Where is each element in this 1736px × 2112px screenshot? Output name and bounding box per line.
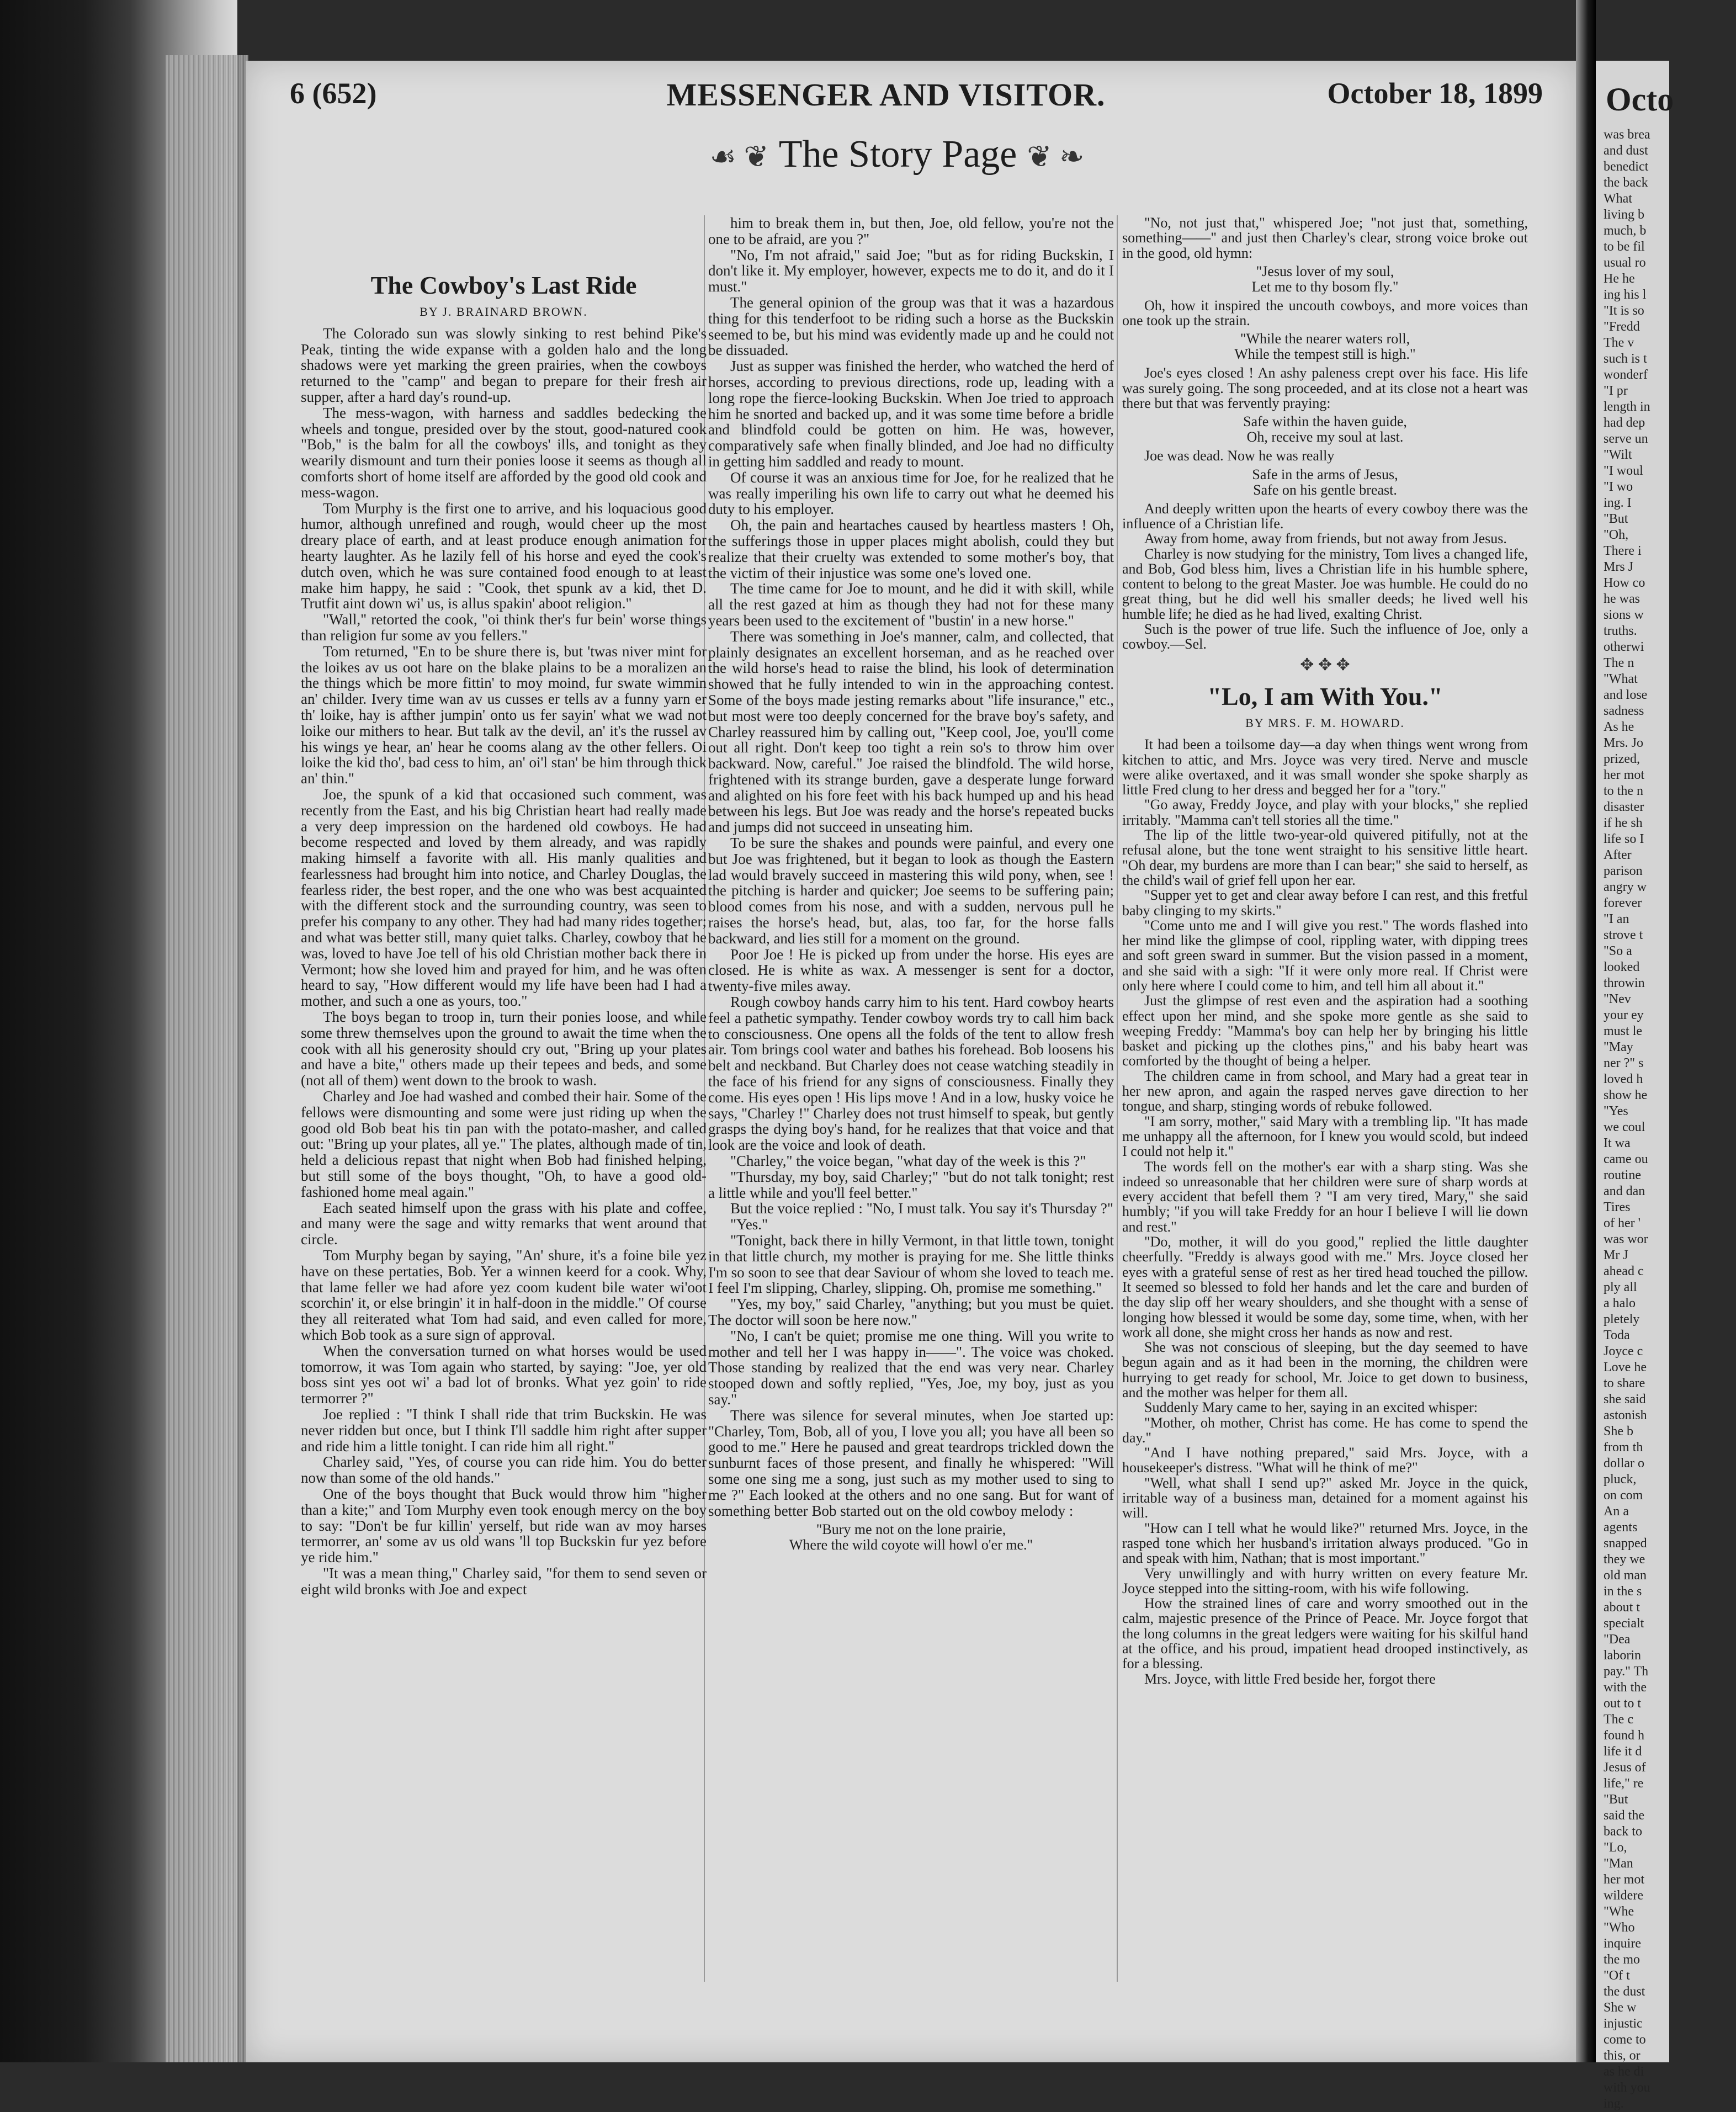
paragraph: To be sure the shakes and pounds were painful, and every one but Joe was frightened, but it began to look as though the Eastern lad would bravely succeed in mastering this wild pony, when, see ! the pitching is harder and quicker; Joe seems to be suffering pain; blood comes from his nose, and with a sudden, nervous pull he raises the horse's head, but, alas, too far, for the horse falls backward, and lies still for a moment on the ground.	[708, 835, 1114, 947]
next-page-line: we coul	[1604, 1120, 1645, 1134]
next-page-line: She b	[1604, 1424, 1633, 1439]
paragraph: Charley and Joe had washed and combed their hair. Some of the fellows were dismounting and some were just riding up when the good old Bob beat his tin pan with the potato-masher, and called out: "Bring up your plates, all ye." The plates, although made of tin, held a delicious repast that night when Bob had finished helping, but still some of the boys thought, "Oh, to have a good old-fashioned home meal again."	[301, 1088, 707, 1200]
story2-byline: BY MRS. F. M. HOWARD.	[1245, 715, 1405, 730]
next-page-line: the dust	[1604, 1984, 1645, 1999]
next-page-line: sions w	[1604, 608, 1644, 622]
newspaper-page	[246, 61, 1576, 2062]
paragraph: But the voice replied : "No, I must talk. You say it's Thursday ?"	[730, 1200, 1113, 1217]
next-page-line: injustic	[1604, 2017, 1643, 2031]
next-page-line: prized,	[1604, 752, 1640, 766]
next-page-line: ing.	[1604, 2097, 1624, 2111]
next-page-line: wonderf	[1604, 368, 1648, 382]
next-page-line: in the s	[1604, 1584, 1642, 1599]
next-page-line: from th	[1604, 1440, 1643, 1455]
next-page-line: An a	[1604, 1504, 1629, 1519]
next-page-line: he was	[1604, 592, 1640, 606]
next-page-line: The c	[1604, 1712, 1633, 1727]
next-page-header: Octo	[1606, 81, 1674, 118]
column-3-body	[1122, 215, 1528, 652]
next-page-line: of her '	[1604, 1216, 1641, 1230]
paragraph: him to break them in, but then, Joe, old fellow, you're not the one to be afraid, are you ?"	[708, 215, 1114, 247]
next-page-line: must le	[1604, 1024, 1642, 1038]
next-page-line: "Fredd	[1604, 320, 1640, 334]
next-page-line: "What	[1604, 672, 1638, 686]
next-page-line: "I pr	[1604, 384, 1628, 398]
next-page-line: found h	[1604, 1728, 1644, 1743]
paragraph: "No, not just that," whispered Joe; "not just that, something, something——" and just then Charley's clear, strong voice broke out in the good, old hymn:	[1122, 215, 1528, 261]
next-page-line: about t	[1604, 1600, 1640, 1615]
page-number: 6 (652)	[290, 77, 377, 110]
paragraph: One of the boys thought that Buck would throw him "higher than a kite;" and Tom Murphy even took enough mercy on the boy to say: "Don't be fur killin' yerself, but ride wan av moy harses termorrer, an' some av us old wans 'll top Buckskin fur yez before ye ride him."	[301, 1485, 707, 1566]
next-page-line: "So a	[1604, 944, 1632, 958]
paragraph: "Come unto me and I will give you rest." The words flashed into her mind like the glimpse of cool, rippling water, with dipping trees and soft green sward in summer. But the vision passed in a moment, and she said with a sigh: "If it were only more real. If Christ were only here where I could come to him, and tell him all about it."	[1122, 917, 1528, 994]
paragraph: Each seated himself upon the grass with his plate and coffee, and many were the sage and witty remarks that went around that circle.	[301, 1199, 707, 1248]
next-page-line: was brea	[1604, 128, 1650, 142]
next-page-line: back to	[1604, 1824, 1642, 1839]
paragraph: "Well, what shall I send up?" asked Mr. Joyce in the quick, irritable way of a business man, detained for a moment against his will.	[1122, 1474, 1528, 1521]
paragraph: Tom returned, "En to be shure there is, but 'twas niver mint for the loikes av us oot hare on the blake plains to be a moralizen an the things which be more fittin' to moy moind, fur swate wimmin an' childer. Ivery time wan av us cusses er tells av a funny yarn er th' loike, hay is afther jumpin' onto us fer sayin' what we wad not loike our mithers to hear. But talk av the devil, an' it's the russel av his wings ye hear, an' hear he cooms alang av the other fellers. Oi loike the kid tho', bad cess to him, an' oi'l stan' be him through thick an' thin."	[301, 643, 707, 787]
next-page-line: "But	[1604, 1792, 1628, 1807]
next-page-line: Love he	[1604, 1360, 1647, 1375]
next-page-line: "Who	[1604, 1920, 1635, 1935]
paragraph: Oh, how it inspired the uncouth cowboys, and more voices than one took up the strain.	[1122, 297, 1528, 329]
next-page-line: specialt	[1604, 1616, 1644, 1631]
next-page-line: agents	[1604, 1520, 1638, 1535]
paragraph: "Charley," the voice began, "what day of the week is this ?"	[730, 1153, 1086, 1170]
paragraph: Charley said, "Yes, of course you can ride him. You do better now than some of the old hands."	[301, 1453, 707, 1487]
paragraph: The Colorado sun was slowly sinking to rest behind Pike's Peak, tinting the wide expanse with a golden halo and the long shadows were yet marking the green prairies, when the cowboys returned to the "camp" and began to prepare for their fresh air supper, after a hard day's round-up.	[301, 325, 707, 405]
next-page-line: your ey	[1604, 1008, 1644, 1022]
next-page-line: serve un	[1604, 432, 1648, 446]
next-page-line: the back	[1604, 176, 1648, 190]
next-page-line: ing his l	[1604, 288, 1647, 302]
paragraph: "No, I'm not afraid," said Joe; "but as for riding Buckskin, I don't like it. My employer, however, expects me to do it, and do it I must."	[708, 246, 1114, 295]
next-page-line: this, or	[1604, 2049, 1641, 2063]
next-page-line: usual ro	[1604, 256, 1646, 270]
paragraph: The children came in from school, and Mary had a great tear in her new apron, and again the rasped nerves gave direction to her tongue, and sharp, stinging words of rebuke followed.	[1122, 1068, 1528, 1115]
next-page-line: her mot	[1604, 1872, 1644, 1887]
next-page-line: such is t	[1604, 352, 1647, 366]
paragraph: Joe replied : "I think I shall ride that trim Buckskin. He was never ridden but once, but I think I'll saddle him right after supper and ride him a little tonight. I can ride him all right."	[301, 1405, 707, 1455]
next-page-line: looked	[1604, 960, 1640, 974]
next-page-line: "Whe	[1604, 1904, 1634, 1919]
next-page-text	[1604, 127, 1736, 2112]
next-page-line: inquire	[1604, 1936, 1641, 1951]
next-page-line: to the n	[1604, 784, 1643, 798]
next-page-line: "I an	[1604, 912, 1629, 926]
next-page-line: she said	[1604, 1392, 1646, 1407]
section-title-text: The Story Page	[778, 133, 1017, 176]
next-page-line: out to t	[1604, 1696, 1642, 1711]
next-page-line: forever	[1604, 896, 1642, 910]
paragraph: "Yes, my boy," said Charley, "anything; but you must be quiet. The doctor will soon be here now."	[708, 1296, 1114, 1328]
next-page-line: loved h	[1604, 1072, 1643, 1086]
next-page-line: on com	[1604, 1488, 1643, 1503]
next-page-line: "It is so	[1604, 304, 1644, 318]
paragraph: How the strained lines of care and worry smoothed out in the calm, majestic presence of the Prince of Peace. Mr. Joyce forgot that the long columns in the great ledgers were waiting for his skilful hand at the office, and his proud, impatient head drooped instinctively, as for a blessing.	[1122, 1595, 1528, 1672]
paragraph: The general opinion of the group was that it was a hazardous thing for this tenderfoot to be riding such a horse as the Buckskin seemed to be, but his mind was evidently made up and he could not be dissuaded.	[708, 294, 1114, 359]
paragraph: When the conversation turned on what horses would be used tomorrow, it was Tom again who started, by saying: "Joe, yer old boss sint yes oot wi' a bad lot of bronks. What yez goin' to ride termorrer ?"	[301, 1342, 707, 1407]
leaf-ornament-icon: ❦ ❧	[1027, 140, 1085, 173]
next-page-line: Tires	[1604, 1200, 1631, 1214]
next-page-line: otherwi	[1604, 640, 1644, 654]
paragraph: "It was a mean thing," Charley said, "for them to send seven or eight wild bronks with Joe and expect	[301, 1564, 707, 1598]
next-page-line: her mot	[1604, 768, 1644, 782]
paragraph: Charley is now studying for the ministry, Tom lives a changed life, and Bob, God bless him, lives a Christian life in his humble sphere, content to belong to the great Master. Joe was humble. He could do no great thing, but he did well his smaller deeds; he lived well his humble life; he died as he had lived, exalting Christ.	[1122, 545, 1528, 622]
paragraph: Joe's eyes closed ! An ashy paleness crept over his face. His life was surely going. The song proceeded, and at its close not a heart was there but that was fervently praying:	[1122, 365, 1528, 412]
paragraph: Of course it was an anxious time for Joe, for he realized that he was really imperiling his own life to carry out what he deemed his duty to his employer.	[708, 469, 1114, 518]
next-page-line: disaster	[1604, 800, 1644, 814]
next-page-line: came ou	[1604, 1152, 1648, 1166]
leaf-ornament-icon: ☙ ❦	[709, 140, 769, 173]
paragraph: "Mother, oh mother, Christ has come. He has come to spend the day."	[1122, 1414, 1528, 1446]
verse: Safe within the haven guide, Oh, receive my soul at last.	[1243, 413, 1407, 445]
story2-title: "Lo, I am With You."	[1207, 682, 1443, 710]
paragraph: Mrs. Joyce, with little Fred beside her, forgot there	[1144, 1670, 1436, 1687]
paragraph: Suddenly Mary came to her, saying in an excited whisper:	[1144, 1399, 1478, 1416]
next-page-line: "Man	[1604, 1856, 1633, 1871]
paragraph: Oh, the pain and heartaches caused by heartless masters ! Oh, the sufferings those in upper places might abolish, could they but realize that their cruelty was extended to some mother's boy, that the victim of their injustice was some one's loved one.	[708, 517, 1114, 581]
next-page-line: pay." Th	[1604, 1664, 1649, 1679]
next-page-line: said the	[1604, 1808, 1644, 1823]
next-page-line: throwin	[1604, 976, 1645, 990]
next-page-line: routine	[1604, 1168, 1641, 1182]
column-rule	[1117, 215, 1118, 1982]
next-page-line: "Lo,	[1604, 1840, 1627, 1855]
next-page-line: life it d	[1604, 1744, 1642, 1759]
next-page-line: to share	[1604, 1376, 1645, 1391]
page-header	[290, 76, 1543, 126]
next-page-line: with you	[1604, 2081, 1650, 2095]
paragraph: Rough cowboy hands carry him to his tent. Hard cowboy hearts feel a pathetic sympathy. Tender cowboy words try to call him back to consciousness. One opens all the folds of the tent to allow fresh air. Tom brings cool water and bathes his forehead. Bob loosens his belt and neckband. But Charley does not cease watching steadily in the face of his friend for any signs of consciousness. Finally they come. His eyes open ! His lips move ! And in a low, husky voice he says, "Charley !" Charley does not trust himself to speak, but gently grasps the dying boy's hand, for he realizes that that voice and that look are the voice and look of death.	[708, 994, 1114, 1154]
column-2	[708, 215, 1114, 1556]
paragraph: Joe, the spunk of a kid that occasioned such comment, was recently from the East, and his big Christian heart had really made a very deep impression on the hardened old cowboys. He had become respected and loved by them already, and was rapidly making himself a favorite with all. His manly qualities and fearlessness had brought him into notice, and Charley Douglas, the fearless rider, the best roper, and the one who was best acquainted with the different stock and the surrounding country, was seen to prefer his company to any other. They had had many rides together; and what was better still, many quiet talks. Charley, cowboy that he was, loved to have Joe tell of his old Christian mother back there in Vermont; how she loved him and prayed for him, and he was often heard to say, "How different would my life have been had I had a mother, and such a one as yours, too."	[301, 786, 707, 1010]
next-page-line: "May	[1604, 1040, 1633, 1054]
next-page-line: snapped	[1604, 1536, 1647, 1551]
paragraph: "Supper yet to get and clear away before I can rest, and this fretful baby clinging to my skirts."	[1122, 887, 1528, 919]
next-page-line: What	[1604, 192, 1632, 206]
paragraph: "Yes."	[730, 1216, 768, 1233]
next-page-line: pletely	[1604, 1312, 1640, 1326]
next-page-line: with the	[1604, 1680, 1647, 1695]
paragraph: The lip of the little two-year-old quivered pitifully, not at the refusal alone, but the tone went straight to his sensitive little heart. "Oh dear, my burdens are more than I can bear;" she said to herself, as the child's wail of grief fell upon her ear.	[1122, 827, 1528, 888]
column-1	[301, 213, 707, 1598]
next-page-line: and dust	[1604, 144, 1648, 158]
next-page-line: Joyce c	[1604, 1344, 1643, 1359]
paragraph: Such is the power of true life. Such the influence of Joe, only a cowboy.—Sel.	[1122, 621, 1528, 652]
next-page-line: ahead c	[1604, 1264, 1644, 1278]
next-page-line: life," re	[1604, 1776, 1644, 1791]
next-page-line: Mrs. Jo	[1604, 736, 1644, 750]
next-page-line: "Of t	[1604, 1968, 1630, 1983]
next-page-line: had dep	[1604, 416, 1645, 430]
verse: "Jesus lover of my soul, Let me to thy bosom fly."	[1251, 263, 1399, 295]
paragraph: "Wall," retorted the cook, "oi think ther's fur bein' worse things than religion fur some av you fellers."	[301, 611, 707, 644]
paragraph: Tom Murphy began by saying, "An' shure, it's a foine bile yez have on these pertaties, Bob. Yer a winnen keerd for a cook. Why, that lame feller we had afore yez coom kudent bile water wi'oot scorchin' it, or else bringin' it in half-doon in the middle." Of course they all reiterated what Tom had said, and even called for more, which Bob took as a sure sign of approval.	[301, 1247, 707, 1343]
next-page-line: He he	[1604, 272, 1635, 286]
paragraph: Very unwillingly and with hurry written on every feature Mr. Joyce stepped into the sitting-room, with his wife following.	[1122, 1565, 1528, 1596]
verse: "Bury me not on the lone prairie, Where the wild coyote will howl o'er me."	[789, 1521, 1033, 1553]
next-page-edge	[1596, 61, 1674, 2111]
paragraph: There was silence for several minutes, when Joe started up: "Charley, Tom, Bob, all of you, I love you all; you have all been so good to me." Here he paused and great teardrops trickled down the sunburnt faces of those present, and finally he whispered: "Will some one sing me a song, just such as my mother used to sing to me ?" Each looked at the others and no one sang. But for want of something better Bob started out on the old cowboy melody :	[708, 1407, 1114, 1519]
story2-body	[1122, 737, 1528, 1686]
paragraph: The mess-wagon, with harness and saddles bedecking the wheels and tongue, presided over by the stout, good-natured cook "Bob," is the balm for all the cowboys' ills, and tonight as they wearily dismount and turn their ponies loose it seems as though all comforts short of home itself are afforded by the good old cook and mess-wagon.	[301, 404, 707, 501]
next-page-line: strove t	[1604, 928, 1643, 942]
next-page-line: Jesus of	[1604, 1760, 1646, 1775]
next-page-line: The v	[1604, 336, 1634, 350]
verse: "While the nearer waters roll, While the tempest still is high."	[1234, 331, 1416, 363]
next-page-line: and lose	[1604, 688, 1648, 702]
next-page-line: Mr J	[1604, 1248, 1628, 1262]
next-page-line: "Oh,	[1604, 528, 1629, 542]
paragraph: The words fell on the mother's ear with a sharp sting. Was she indeed so unreasonable that her children were sure of sharp words at every accident that befell them ? "I am very tired, Mary," she said humbly; "if you will take Freddy for an hour I believe I will lie down and rest."	[1122, 1158, 1528, 1235]
next-page-line: "I wo	[1604, 480, 1633, 494]
next-page-line: come to	[1604, 2033, 1646, 2047]
next-page-line: much, b	[1604, 224, 1647, 238]
next-page-line: if he sh	[1604, 816, 1643, 830]
next-page-line: As he	[1604, 720, 1634, 734]
next-page-line: length in	[1604, 400, 1650, 414]
next-page-line: After	[1604, 848, 1632, 862]
next-page-line: "Nev	[1604, 992, 1631, 1006]
verse: Safe in the arms of Jesus, Safe on his gentle breast.	[1252, 466, 1398, 498]
paragraph: Tom Murphy is the first one to arrive, and his loquacious good humor, although unrefined and rough, would cheer up the most dreary place of earth, and at least produce enough animation for hearty laughter. As he lazily fell of his horse and eyed the cook's dutch oven, which he was sure contained food enough to at least make him happy, he said : "Cook, thet spunk av a kid, thet D. Trutfit aint down wi' us, is allus spakin' aboot religion."	[301, 500, 707, 612]
book-gutter	[1576, 0, 1596, 2062]
column-2-body	[708, 215, 1114, 1553]
paragraph: Poor Joe ! He is picked up from under the horse. His eyes are closed. He is white as wax. A messenger is sent for a doctor, twenty-five miles away.	[708, 946, 1114, 995]
next-page-line: parison	[1604, 864, 1643, 878]
next-page-line: "But	[1604, 512, 1628, 526]
paragraph: "How can I tell what he would like?" returned Mrs. Joyce, in the rasped tone which her husband's irritation always produced. "Go in and speak with him, Nathan; that is most important."	[1122, 1520, 1528, 1567]
next-page-line: angry w	[1604, 880, 1647, 894]
next-page-line: There i	[1604, 544, 1642, 558]
next-page-line: laborin	[1604, 1648, 1641, 1663]
next-page-line: The n	[1604, 656, 1634, 670]
issue-date: October 18, 1899	[1327, 77, 1543, 110]
paragraph: There was something in Joe's manner, calm, and collected, that plainly designates an excellent horseman, and as he reached over the wild horse's head to raise the blind, his look of determination showed that he fully intended to win in the approaching contest. Some of the boys made jesting remarks about "life insurance," etc., but most were too deeply concerned for the brave boy's safety, and Charley reassured him by calling out, "Keep cool, Joe, you'll come out all right. Don't keep too tight a rein so's to throw him over backward. Now, careful." Joe raised the blindfold. The wild horse, frightened with its strange burden, gave a desperate lunge forward and alighted on his fore feet with his back humped up and his head between his legs. But Joe was ready and the horse's repeated bucks and jumps did not succeed in unseating him.	[708, 628, 1114, 836]
paragraph: The boys began to troop in, turn their ponies loose, and while some threw themselves upon the ground to await the time when the cook with all his generosity should cry out, "Bring up your plates and have a bite," others made up their tepees and beds, and some (not all of them) went down to the brook to wash.	[301, 1009, 707, 1089]
next-page-line: the mo	[1604, 1952, 1640, 1967]
next-page-line: Toda	[1604, 1328, 1630, 1342]
next-page-line: dollar o	[1604, 1456, 1644, 1471]
next-page-line: they we	[1604, 1552, 1645, 1567]
next-page-line: truths.	[1604, 624, 1637, 638]
paragraph: "Tonight, back there in hilly Vermont, in that little town, tonight in that little church, my mother is praying for me. She little thinks I'm so soon to see that dear Saviour of whom she loved to teach me. I feel I'm slipping, Charley, slipping. Oh, promise me something."	[708, 1232, 1114, 1297]
paragraph: Joe was dead. Now he was really	[1144, 448, 1335, 464]
next-page-line: old man	[1604, 1568, 1647, 1583]
next-page-line: ner ?" s	[1604, 1056, 1644, 1070]
next-page-line: wildere	[1604, 1888, 1643, 1903]
paragraph: She was not conscious of sleeping, but the day seemed to have begun again and as it had been in the morning, the children were hurrying to get ready for school, Mr. Joice to get down to business, and the mother was helper for them all.	[1122, 1339, 1528, 1400]
next-page-line: How co	[1604, 576, 1645, 590]
next-page-line: "Wilt	[1604, 448, 1632, 462]
paragraph: The time came for Joe to mount, and he did it with skill, while all the rest gazed at him as though they had not for these many years been used to the excitement of "bustin' in a new horse."	[708, 580, 1114, 629]
page-edges	[166, 55, 248, 2062]
paragraph: It had been a toilsome day—a day when things went wrong from kitchen to attic, and Mrs. Joyce was very tired. Nerve and muscle were alike overtaxed, and it was small wonder she spoke sharply as little Fred clung to her dress and begged her for a "tory."	[1122, 736, 1528, 798]
next-page-line: ply all	[1604, 1280, 1637, 1294]
next-page-line: living b	[1604, 208, 1645, 222]
paragraph: "Thursday, my boy, said Charley;" "but do not talk tonight; rest a little while and you'll feel better."	[708, 1168, 1114, 1201]
next-page-line: "Dea	[1604, 1632, 1631, 1647]
paragraph: "Go away, Freddy Joyce, and play with your blocks," she replied irritably. "Mamma can't tell stories all the time."	[1122, 797, 1528, 828]
paragraph: "I am sorry, mother," said Mary with a trembling lip. "It has made me unhappy all the afternoon, for I knew you would scold, but indeed I could not help it."	[1122, 1113, 1528, 1160]
next-page-line: show he	[1604, 1088, 1648, 1102]
next-page-line: a halo	[1604, 1296, 1636, 1310]
paragraph: Away from home, away from friends, but not away from Jesus.	[1144, 530, 1507, 547]
paragraph: And deeply written upon the hearts of every cowboy there was the influence of a Christian life.	[1122, 500, 1528, 532]
next-page-line: to be fil	[1604, 240, 1645, 254]
paragraph: "Do, mother, it will do you good," replied the little daughter cheerfully. "Freddy is always good with me." Mrs. Joyce closed her eyes with a grateful sense of rest as her tired head touched the pillow. It seemed so blessed to fold her hands and let the care and burden of the day slip off her weary shoulders, and she thought with a sense of longing how blessed it would be some day, some time, when, with her work all done, she might cross her hands as now and rest.	[1122, 1234, 1528, 1340]
paragraph: Just as supper was finished the herder, who watched the herd of horses, according to previous directions, rode up, leading with a long rope the fierce-looking Buckskin. When Joe tried to approach him he snorted and backed up, and it was some time before a bridle and blindfold could be gotten on him. He was, however, comparatively safe when finally blinded, and Joe had no difficulty in getting him saddled and ready to mount.	[708, 358, 1114, 470]
next-page-line: as he di	[1604, 2065, 1644, 2079]
next-page-line: pluck,	[1604, 1472, 1637, 1487]
next-page-line: She w	[1604, 2000, 1637, 2015]
paragraph: "And I have nothing prepared," said Mrs. Joyce, with a housekeeper's distress. "What will he think of me?"	[1122, 1445, 1528, 1476]
column-1-body	[301, 326, 707, 1598]
fleuron-divider: ✥ ✥ ✥	[1300, 655, 1350, 674]
column-3	[1122, 215, 1528, 1686]
next-page-line: Mrs J	[1604, 560, 1634, 574]
story-byline: BY J. BRAINARD BROWN.	[420, 305, 588, 319]
next-page-line: sadness	[1604, 704, 1644, 718]
next-page-line: astonish	[1604, 1408, 1647, 1423]
next-page-line: life so I	[1604, 832, 1644, 846]
story-title: The Cowboy's Last Ride	[370, 271, 637, 299]
next-page-line: was wor	[1604, 1232, 1648, 1246]
next-page-line: "I woul	[1604, 464, 1643, 478]
publication-title: MESSENGER AND VISITOR.	[666, 77, 1106, 113]
next-page-line: ing. I	[1604, 496, 1632, 510]
next-page-line: benedict	[1604, 160, 1649, 174]
next-page-line: and dan	[1604, 1184, 1645, 1198]
next-page-line: "Yes	[1604, 1104, 1628, 1118]
section-title	[671, 132, 1123, 177]
paragraph: "No, I can't be quiet; promise me one thing. Will you write to mother and tell her I was happy in——". The voice was choked. Those standing by realized that the end was very near. Charley stooped down and softly replied, "Yes, Joe, my boy, just as you say."	[708, 1327, 1114, 1408]
paragraph: Just the glimpse of rest even and the aspiration had a soothing effect upon her mind, and she spoke more gentle as she said to weeping Freddy: "Mamma's boy can help her by bringing his little basket and picking up the clothes pins," and his baby heart was comforted by the thought of being a helper.	[1122, 993, 1528, 1069]
next-page-line: It wa	[1604, 1136, 1631, 1150]
